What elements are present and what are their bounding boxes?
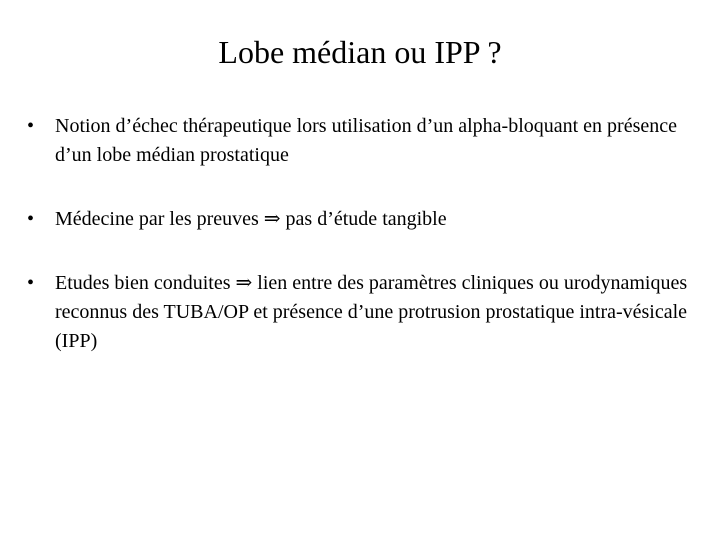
bullet-item <box>20 112 700 170</box>
bullet-icon: • <box>27 115 35 137</box>
bullet-item <box>20 269 700 356</box>
bullet-item <box>20 205 700 234</box>
bullet-icon: • <box>27 272 35 294</box>
bullet-text: Notion d’échec thérapeutique lors utilisation d’un alpha-bloquant en présence d’un lobe médian prostatique <box>55 115 678 166</box>
bullet-text: Médecine par les preuves ⇒ pas d’étude tangible <box>55 208 447 230</box>
bullet-list <box>20 112 700 356</box>
bullet-text: Etudes bien conduites ⇒ lien entre des paramètres cliniques ou urodynamiques reconnus des TUBA/OP et présence d’une protrusion prostatique intra-vésicale (IPP) <box>55 272 688 352</box>
slide-title: Lobe médian ou IPP ? <box>218 34 502 70</box>
bullet-icon: • <box>27 208 35 230</box>
